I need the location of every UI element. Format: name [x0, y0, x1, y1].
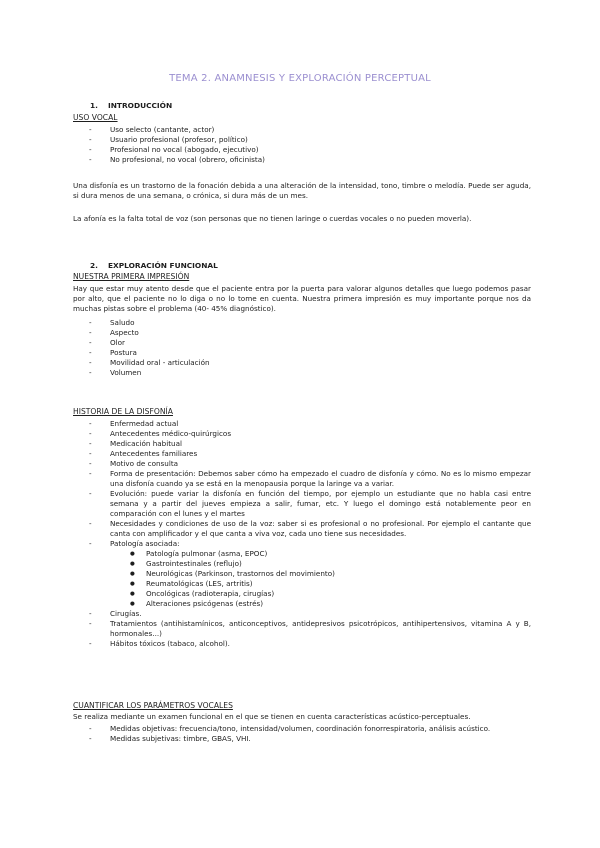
list-item: - Saludo	[73, 318, 531, 328]
sublist-item: ● Neurológicas (Parkinson, trastornos del movimiento)	[110, 569, 531, 579]
sublist-item: ● Gastrointestinales (reflujo)	[110, 559, 531, 569]
list-item: - Aspecto	[73, 328, 531, 338]
uso-vocal-list	[73, 125, 531, 165]
list-item: - Usuario profesional (profesor, político)	[73, 135, 531, 145]
list-item: - Medicación habitual	[73, 439, 531, 449]
list-item: - Antecedentes familiares	[73, 449, 531, 459]
section-2-heading	[90, 261, 218, 270]
list-item: - No profesional, no vocal (obrero, oficinista)	[73, 155, 531, 165]
document-title: TEMA 2. ANAMNESIS Y EXPLORACIÓN PERCEPTUAL	[169, 73, 431, 84]
subheading-cuantificar: CUANTIFICAR LOS PARÁMETROS VOCALES	[73, 701, 233, 710]
list-item: - Olor	[73, 338, 531, 348]
list-item: - Cirugías.	[73, 609, 531, 619]
sublist-item: ● Patología pulmonar (asma, EPOC)	[110, 549, 531, 559]
list-item: - Volumen	[73, 368, 531, 378]
list-item: - Postura	[73, 348, 531, 358]
sublist-item: ● Reumatológicas (LES, artritis)	[110, 579, 531, 589]
subheading-uso-vocal: USO VOCAL	[73, 113, 118, 122]
paragraph-examen-funcional: Se realiza mediante un examen funcional en el que se tienen en cuenta características acústico-perceptuales.	[73, 712, 471, 721]
historia-disfonia-list	[73, 419, 531, 649]
subheading-historia-disfonia: HISTORIA DE LA DISFONÍA	[73, 407, 173, 416]
paragraph-afonia: La afonía es la falta total de voz (son personas que no tienen laringe o cuerdas vocales o no pueden moverla).	[73, 214, 472, 223]
list-item: - Uso selecto (cantante, actor)	[73, 125, 531, 135]
subheading-primera-impresion: NUESTRA PRIMERA IMPRESIÓN	[73, 272, 190, 281]
list-item: - Hábitos tóxicos (tabaco, alcohol).	[73, 639, 531, 649]
paragraph-primera-impresion: Hay que estar muy atento desde que el paciente entra por la puerta para valorar algunos detalles que luego podemos pasar por alto, que el paciente no lo diga o no lo tome en cuenta. Nuestra primera impresión es muy importante porque nos da muchas pistas sobre el problema (40- 45% diagnóstico).	[73, 284, 531, 313]
list-item-patologia	[73, 539, 531, 609]
section-1-number: 1.	[90, 101, 98, 110]
sublist-item: ● Oncológicas (radioterapia, cirugías)	[110, 589, 531, 599]
section-2-number: 2.	[90, 261, 98, 270]
list-item: - Motivo de consulta	[73, 459, 531, 469]
paragraph-disfonia: Una disfonía es un trastorno de la fonación debida a una alteración de la intensidad, tono, timbre o melodía. Puede ser aguda, si dura menos de una semana, o crónica, si dura más de un mes.	[73, 181, 531, 200]
list-item: - Evolución: puede variar la disfonía en función del tiempo, por ejemplo un estudiante que no habla casi entre semana y a partir del jueves empieza a salir, fumar, etc. Y luego el domingo está notablemente peor en comparación con el lunes y el martes	[73, 489, 531, 519]
list-item: - Forma de presentación: Debemos saber cómo ha empezado el cuadro de disfonía y cómo. No es lo mismo empezar una disfonía cuando ya se está en la menopausia porque la laringe va a variar.	[73, 469, 531, 489]
patologia-sublist	[110, 549, 531, 609]
section-2-title: EXPLORACIÓN FUNCIONAL	[108, 261, 218, 270]
sublist-item: ● Alteraciones psicógenas (estrés)	[110, 599, 531, 609]
list-item: - Antecedentes médico-quirúrgicos	[73, 429, 531, 439]
list-item: - Profesional no vocal (abogado, ejecutivo)	[73, 145, 531, 155]
list-item: - Enfermedad actual	[73, 419, 531, 429]
section-1-heading	[90, 101, 172, 110]
section-1-title: INTRODUCCIÓN	[108, 101, 173, 110]
medidas-list	[73, 724, 531, 744]
list-item: - Medidas subjetivas: timbre, GBAS, VHI.	[73, 734, 531, 744]
list-item: - Medidas objetivas: frecuencia/tono, intensidad/volumen, coordinación fonorrespiratoria, análisis acústico.	[73, 724, 531, 734]
primera-impresion-list	[73, 318, 531, 378]
list-item: - Tratamientos (antihistamínicos, anticonceptivos, antidepresivos psicotrópicos, antihipertensivos, vitamina A y B, hormonales...)	[73, 619, 531, 639]
list-item: - Movilidad oral - articulación	[73, 358, 531, 368]
patologia-label: Patología asociada:	[110, 539, 180, 548]
list-item: - Necesidades y condiciones de uso de la voz: saber si es profesional o no profesional. Por ejemplo el cantante que canta con amplificador y el que canta a viva voz, cada uno tiene sus necesidades.	[73, 519, 531, 539]
